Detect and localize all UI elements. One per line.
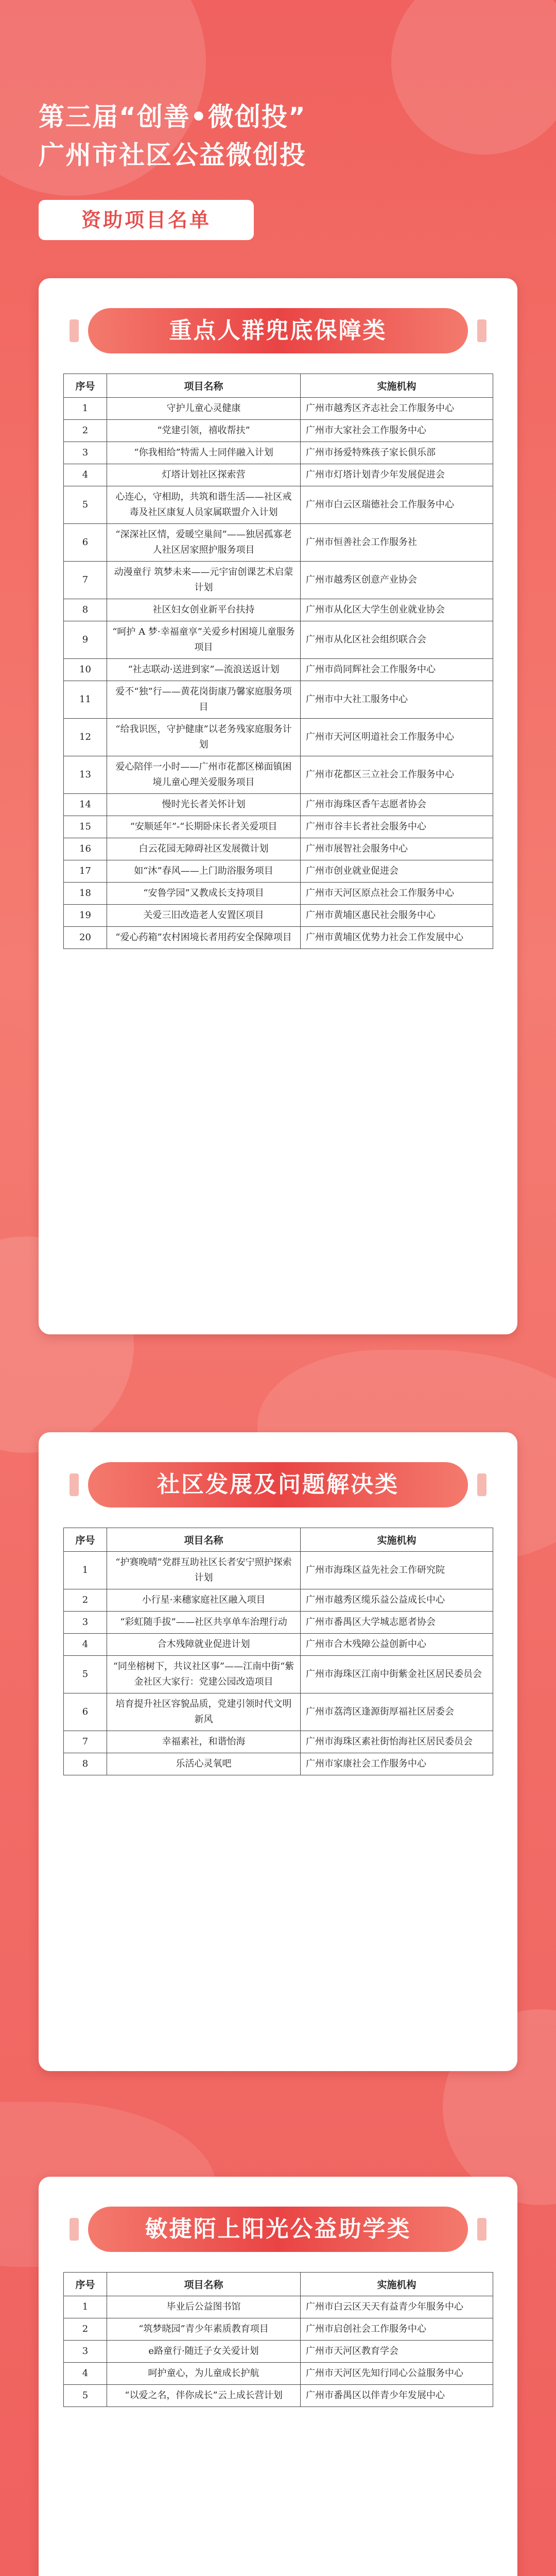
- row-number: 19: [64, 905, 107, 927]
- implementing-org: 广州市中大社工服务中心: [301, 681, 493, 719]
- table-row: [64, 2296, 493, 2318]
- section-title: 社区发展及问题解决类: [88, 1462, 468, 1507]
- section-card-education-aid: [39, 2177, 517, 2576]
- row-number: 8: [64, 1753, 107, 1775]
- row-number: 16: [64, 838, 107, 860]
- page-title-line2: 广州市社区公益微创投: [39, 140, 306, 170]
- implementing-org: 广州市尚同辉社会工作服务中心: [301, 659, 493, 681]
- section-card-community-development: [39, 1432, 517, 2071]
- table-header-row: [64, 1528, 493, 1552]
- section-card-priority-groups: [39, 278, 517, 1334]
- project-name: “呵护 A 梦·幸福童享”关爱乡村困境儿童服务项目: [107, 621, 301, 659]
- table-row: [64, 1753, 493, 1775]
- row-number: 5: [64, 486, 107, 524]
- project-name: 灯塔计划社区探索营: [107, 464, 301, 486]
- table-row: [64, 794, 493, 816]
- implementing-org: 广州市合木残障公益创新中心: [301, 1634, 493, 1656]
- row-number: 3: [64, 442, 107, 464]
- table-row: [64, 860, 493, 883]
- row-number: 5: [64, 2385, 107, 2407]
- row-number: 1: [64, 2296, 107, 2318]
- implementing-org: 广州市白云区天天有益青少年服务中心: [301, 2296, 493, 2318]
- row-number: 8: [64, 599, 107, 621]
- table-row: [64, 1656, 493, 1693]
- project-name: 乐活心灵氧吧: [107, 1753, 301, 1775]
- row-number: 14: [64, 794, 107, 816]
- row-number: 7: [64, 562, 107, 599]
- table-row: [64, 599, 493, 621]
- row-number: 17: [64, 860, 107, 883]
- implementing-org: 广州市海珠区益先社会工作研究院: [301, 1552, 493, 1589]
- table-row: [64, 756, 493, 794]
- project-name: “社志联动·送进到家”—流浪送返计划: [107, 659, 301, 681]
- table-row: [64, 838, 493, 860]
- implementing-org: 广州市越秀区缆乐益公益成长中心: [301, 1589, 493, 1612]
- table-header-row: [64, 374, 493, 398]
- project-name: 爱心陪伴一小时——广州市花都区梯面镇困境儿童心理关爱服务项目: [107, 756, 301, 794]
- row-number: 5: [64, 1656, 107, 1693]
- section-title: 重点人群兜底保障类: [88, 308, 468, 353]
- implementing-org: 广州市展智社会服务中心: [301, 838, 493, 860]
- project-name: 毕业后公益图书馆: [107, 2296, 301, 2318]
- project-name: 爱不“独”行——黄花岗街康乃馨家庭服务项目: [107, 681, 301, 719]
- implementing-org: 广州市越秀区创意产业协会: [301, 562, 493, 599]
- table-row: [64, 486, 493, 524]
- implementing-org: 广州市花都区三立社会工作服务中心: [301, 756, 493, 794]
- implementing-org: 广州市灯塔计划青少年发展促进会: [301, 464, 493, 486]
- table-row: [64, 2341, 493, 2363]
- section-title: 敏捷陌上阳光公益助学类: [88, 2207, 468, 2252]
- project-name: 守护儿童心灵健康: [107, 398, 301, 420]
- table-row: [64, 398, 493, 420]
- row-number: 2: [64, 2318, 107, 2341]
- table-row: [64, 681, 493, 719]
- project-name: 动漫童行 筑梦未来——元宇宙创课艺术启蒙计划: [107, 562, 301, 599]
- implementing-org: 广州市从化区社会组织联合会: [301, 621, 493, 659]
- implementing-org: 广州市谷丰长者社会服务中心: [301, 816, 493, 838]
- row-number: 3: [64, 2341, 107, 2363]
- table-body: [64, 1552, 493, 1775]
- page-title-line1: 第三届“创善•微创投”: [39, 102, 306, 132]
- column-header-org: 实施机构: [301, 2273, 493, 2296]
- project-name: “护赛晚晴”党群互助社区长者安宁照护探索计划: [107, 1552, 301, 1589]
- project-name: 社区妇女创业新平台扶持: [107, 599, 301, 621]
- project-name: “你我相给”特需人士同伴融入计划: [107, 442, 301, 464]
- implementing-org: 广州市从化区大学生创业就业协会: [301, 599, 493, 621]
- row-number: 12: [64, 719, 107, 756]
- column-header-no: 序号: [64, 1528, 107, 1552]
- column-header-no: 序号: [64, 374, 107, 398]
- project-table: [63, 1528, 493, 1775]
- table-row: [64, 1589, 493, 1612]
- table-row: [64, 1634, 493, 1656]
- implementing-org: 广州市番禺区以伴青少年发展中心: [301, 2385, 493, 2407]
- project-name: “以爱之名，伴你成长”云上成长营计划: [107, 2385, 301, 2407]
- project-name: “同坐榕树下，共议社区事”——江南中街“紫金社区大家行：党建公园改造项目: [107, 1656, 301, 1693]
- project-name: 慢时光长者关怀计划: [107, 794, 301, 816]
- column-header-no: 序号: [64, 2273, 107, 2296]
- project-name: 培育提升社区容貌品质，党建引领时代文明新风: [107, 1693, 301, 1731]
- row-number: 2: [64, 1589, 107, 1612]
- implementing-org: 广州市海珠区素社街怡海社区居民委员会: [301, 1731, 493, 1753]
- table-row: [64, 659, 493, 681]
- implementing-org: 广州市天河区先知行同心公益服务中心: [301, 2363, 493, 2385]
- project-table: [63, 2272, 493, 2407]
- table-row: [64, 927, 493, 949]
- project-name: 心连心，守相助，共筑和谐生活——社区戒毒及社区康复人员家属联盟介入计划: [107, 486, 301, 524]
- row-number: 1: [64, 398, 107, 420]
- implementing-org: 广州市黄埔区惠民社会服务中心: [301, 905, 493, 927]
- table-row: [64, 420, 493, 442]
- table-row: [64, 1731, 493, 1753]
- table-row: [64, 621, 493, 659]
- row-number: 10: [64, 659, 107, 681]
- project-name: 关爱三旧改造老人安置区项目: [107, 905, 301, 927]
- table-row: [64, 1693, 493, 1731]
- table-row: [64, 719, 493, 756]
- implementing-org: 广州市番禺区大学城志愿者协会: [301, 1612, 493, 1634]
- row-number: 4: [64, 464, 107, 486]
- project-name: 合木残障就业促进计划: [107, 1634, 301, 1656]
- implementing-org: 广州市越秀区齐志社会工作服务中心: [301, 398, 493, 420]
- project-name: “党建引领，禧收帮扶”: [107, 420, 301, 442]
- project-name: “爱心药箱”农村困境长者用药安全保障项目: [107, 927, 301, 949]
- row-number: 4: [64, 1634, 107, 1656]
- page-header: [39, 98, 502, 174]
- table-body: [64, 398, 493, 949]
- row-number: 9: [64, 621, 107, 659]
- implementing-org: 广州市黄埔区优势力社会工作发展中心: [301, 927, 493, 949]
- implementing-org: 广州市恒善社会工作服务社: [301, 524, 493, 562]
- table-row: [64, 905, 493, 927]
- project-name: “筑梦晓园”青少年素质教育项目: [107, 2318, 301, 2341]
- table-row: [64, 524, 493, 562]
- column-header-project: 项目名称: [107, 1528, 301, 1552]
- table-row: [64, 2318, 493, 2341]
- row-number: 20: [64, 927, 107, 949]
- column-header-project: 项目名称: [107, 374, 301, 398]
- project-name: “彩虹随手拔”——社区共享单车治理行动: [107, 1612, 301, 1634]
- column-header-project: 项目名称: [107, 2273, 301, 2296]
- row-number: 4: [64, 2363, 107, 2385]
- implementing-org: 广州市海珠区香午志愿者协会: [301, 794, 493, 816]
- implementing-org: 广州市白云区瑞德社会工作服务中心: [301, 486, 493, 524]
- project-name: “安鲁学园”又教成长支持项目: [107, 883, 301, 905]
- row-number: 11: [64, 681, 107, 719]
- table-row: [64, 816, 493, 838]
- implementing-org: 广州市荔湾区逢源街厚福社区居委会: [301, 1693, 493, 1731]
- project-name: 幸福素社，和谐怡海: [107, 1731, 301, 1753]
- table-row: [64, 442, 493, 464]
- table-row: [64, 464, 493, 486]
- table-row: [64, 1552, 493, 1589]
- implementing-org: 广州市大家社会工作服务中心: [301, 420, 493, 442]
- row-number: 6: [64, 1693, 107, 1731]
- row-number: 18: [64, 883, 107, 905]
- row-number: 13: [64, 756, 107, 794]
- implementing-org: 广州市海珠区江南中街紫金社区居民委员会: [301, 1656, 493, 1693]
- implementing-org: 广州市天河区明道社会工作服务中心: [301, 719, 493, 756]
- table-row: [64, 1612, 493, 1634]
- funded-list-badge: 资助项目名单: [39, 200, 254, 240]
- implementing-org: 广州市创业就业促进会: [301, 860, 493, 883]
- project-table: [63, 374, 493, 949]
- row-number: 15: [64, 816, 107, 838]
- table-header-row: [64, 2273, 493, 2296]
- table-body: [64, 2296, 493, 2407]
- implementing-org: 广州市扬爱特殊孩子家长俱乐部: [301, 442, 493, 464]
- implementing-org: 广州市家康社会工作服务中心: [301, 1753, 493, 1775]
- project-name: “给我识医，守护健康”以老务残家庭服务计划: [107, 719, 301, 756]
- project-name: e路童行·随迁子女关爱计划: [107, 2341, 301, 2363]
- project-name: 如“沐”春风——上门助浴服务项目: [107, 860, 301, 883]
- row-number: 3: [64, 1612, 107, 1634]
- column-header-org: 实施机构: [301, 374, 493, 398]
- project-name: 小行星·来穗家庭社区融入项目: [107, 1589, 301, 1612]
- row-number: 6: [64, 524, 107, 562]
- table-row: [64, 562, 493, 599]
- table-row: [64, 2363, 493, 2385]
- table-row: [64, 2385, 493, 2407]
- project-name: 呵护童心，为儿童成长护航: [107, 2363, 301, 2385]
- table-row: [64, 883, 493, 905]
- project-name: “安顺延年”-“长期卧床长者关爱项目: [107, 816, 301, 838]
- project-name: “深深社区情，爱暖空巢间”——独居孤寡老人社区居家照护服务项目: [107, 524, 301, 562]
- row-number: 2: [64, 420, 107, 442]
- row-number: 7: [64, 1731, 107, 1753]
- implementing-org: 广州市天河区原点社会工作服务中心: [301, 883, 493, 905]
- column-header-org: 实施机构: [301, 1528, 493, 1552]
- row-number: 1: [64, 1552, 107, 1589]
- implementing-org: 广州市天河区教育学会: [301, 2341, 493, 2363]
- implementing-org: 广州市启创社会工作服务中心: [301, 2318, 493, 2341]
- project-name: 白云花园无障碍社区发展微计划: [107, 838, 301, 860]
